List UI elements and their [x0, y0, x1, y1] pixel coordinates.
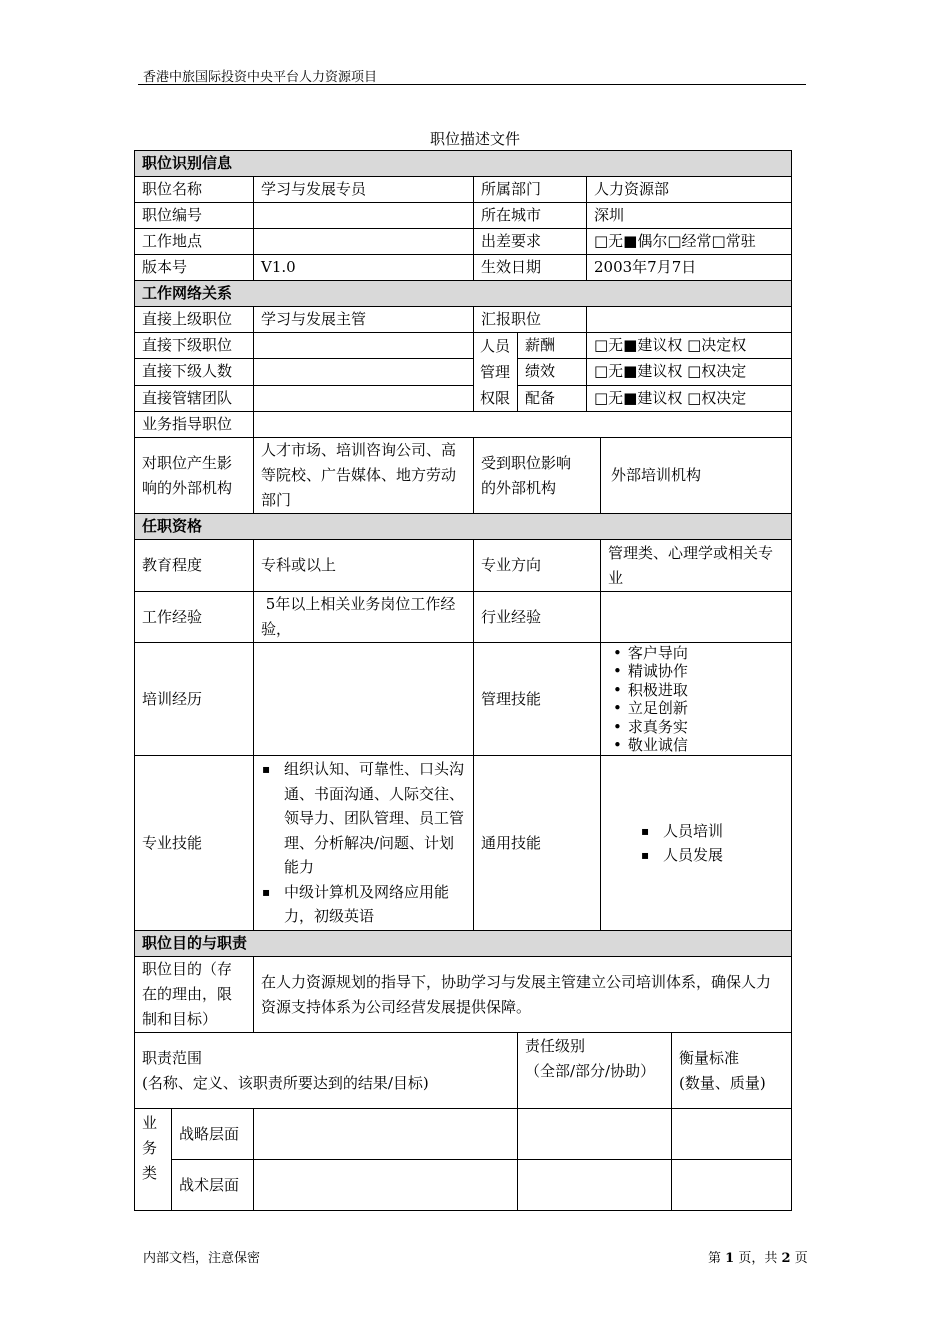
list-item: • 敬业诚信 [627, 736, 791, 755]
subordinate-count-label: 直接下级人数 [135, 359, 254, 385]
department-value: 人力资源部 [587, 177, 792, 203]
footer-page-number [708, 1247, 808, 1266]
performance-label: 绩效 [518, 359, 587, 385]
department-label: 所属部门 [474, 177, 587, 203]
effective-date-value: 2003年7月7日 [587, 255, 792, 281]
level-header [518, 1033, 672, 1109]
tactical-level-value [518, 1160, 672, 1211]
document-title: 职位描述文件 [429, 130, 520, 148]
business-category-label [135, 1109, 172, 1211]
tactical-scope-value [254, 1160, 518, 1211]
industry-value [601, 592, 792, 643]
position-name-label: 职位名称 [135, 177, 254, 203]
section-network: 工作网络关系 [135, 281, 792, 307]
general-skills-list [601, 756, 792, 931]
authority-label [474, 333, 518, 412]
authority-label-line: 权限 [480, 389, 511, 407]
page-prefix: 第 [708, 1251, 722, 1266]
job-description-table [134, 150, 792, 1211]
effective-date-label: 生效日期 [474, 255, 587, 281]
purpose-value: 在人力资源规划的指导下，协助学习与发展主管建立公司培训体系，确保人力资源支持体系为公司经营发展提供保障。 [254, 957, 792, 1033]
external-affected-value: 外部培训机构 [601, 438, 792, 514]
travel-value: □无■偶尔□经常□常驻 [587, 229, 792, 255]
strategic-scope-value [254, 1109, 518, 1160]
guide-position-label: 业务指导职位 [135, 412, 254, 438]
authority-label-line: 人员 [480, 337, 511, 355]
report-label: 汇报职位 [474, 307, 587, 333]
professional-skills-label: 专业技能 [135, 756, 254, 931]
superior-label: 直接上级职位 [135, 307, 254, 333]
list-item: • 求真务实 [627, 718, 791, 737]
list-item: ▪ 人员发展 [663, 843, 784, 868]
education-label: 教育程度 [135, 540, 254, 592]
training-label: 培训经历 [135, 643, 254, 756]
superior-value: 学习与发展主管 [254, 307, 474, 333]
page-num: 1 [725, 1251, 735, 1266]
major-label: 专业方向 [474, 540, 601, 592]
footer-confidential: 内部文档，注意保密 [143, 1251, 261, 1266]
list-item: • 客户导向 [627, 644, 791, 663]
travel-label: 出差要求 [474, 229, 587, 255]
external-affect-value: 人才市场、培训咨询公司、高等院校、广告媒体、地方劳动部门 [254, 438, 474, 514]
performance-value: □无■建议权 □权决定 [587, 359, 792, 385]
position-code-label: 职位编号 [135, 203, 254, 229]
page-mid: 页，共 [738, 1251, 778, 1266]
strategic-level-value [518, 1109, 672, 1160]
page-header: 香港中旅国际投资中央平台人力资源项目 [143, 70, 378, 85]
tactical-level-label: 战术层面 [172, 1160, 254, 1211]
experience-label: 工作经验 [135, 592, 254, 643]
page-total: 2 [781, 1251, 791, 1266]
professional-skills-list [254, 756, 474, 931]
management-skills-list [601, 643, 792, 756]
section-identity: 职位识别信息 [135, 151, 792, 177]
list-item: ▪ 组织认知、可靠性、口头沟通、书面沟通、人际交往、领导力、团队管理、员工管理、分析解决/问题、计划能力 [284, 757, 467, 880]
training-value [254, 643, 474, 756]
major-value: 管理类、心理学或相关专业 [601, 540, 792, 592]
strategic-measure-value [672, 1109, 792, 1160]
report-value [587, 307, 792, 333]
header-divider [138, 84, 806, 85]
subordinate-value [254, 333, 474, 359]
city-label: 所在城市 [474, 203, 587, 229]
city-value: 深圳 [587, 203, 792, 229]
pay-value: □无■建议权 □决定权 [587, 333, 792, 359]
experience-value: 5年以上相关业务岗位工作经验， [254, 592, 474, 643]
position-name-value: 学习与发展专员 [254, 177, 474, 203]
staffing-label: 配备 [518, 385, 587, 411]
external-affected-label: 受到职位影响的外部机构 [474, 438, 601, 514]
measure-label: 衡量标准 [679, 1048, 740, 1067]
purpose-label: 职位目的（存在的理由，限制和目标） [135, 957, 254, 1033]
tactical-measure-value [672, 1160, 792, 1211]
guide-position-value [254, 412, 792, 438]
measure-sub: (数量、质量) [679, 1073, 766, 1092]
page-suffix: 页 [794, 1251, 808, 1266]
external-affect-label: 对职位产生影响的外部机构 [135, 438, 254, 514]
education-value: 专科或以上 [254, 540, 474, 592]
business-label-char: 类 [142, 1164, 158, 1182]
level-label: 责任级别 [525, 1037, 586, 1055]
business-label-char: 务 [142, 1139, 158, 1157]
scope-header [135, 1033, 518, 1109]
list-item: • 积极进取 [627, 681, 791, 700]
list-item: • 精诚协作 [627, 662, 791, 681]
section-qualification: 任职资格 [135, 514, 792, 540]
measure-header [672, 1033, 792, 1109]
section-purpose: 职位目的与职责 [135, 931, 792, 957]
work-place-label: 工作地点 [135, 229, 254, 255]
pay-label: 薪酬 [518, 333, 587, 359]
business-label-char: 业 [142, 1114, 158, 1132]
work-place-value [254, 229, 474, 255]
list-item: • 立足创新 [627, 699, 791, 718]
list-item: ▪ 人员培训 [663, 819, 784, 844]
authority-label-line: 管理 [480, 363, 511, 381]
scope-label: 职责范围 [142, 1048, 203, 1067]
strategic-level-label: 战略层面 [172, 1109, 254, 1160]
position-code-value [254, 203, 474, 229]
subordinate-count-value [254, 359, 474, 385]
level-sub: （全部/部分/协助） [525, 1062, 656, 1080]
version-value: V1.0 [254, 255, 474, 281]
staffing-value: □无■建议权 □权决定 [587, 385, 792, 411]
list-item: ▪ 中级计算机及网络应用能力，初级英语 [284, 880, 467, 929]
team-label: 直接管辖团队 [135, 385, 254, 411]
management-skills-label: 管理技能 [474, 643, 601, 756]
scope-sub: (名称、定义、该职责所要达到的结果/目标) [142, 1073, 429, 1092]
subordinate-label: 直接下级职位 [135, 333, 254, 359]
general-skills-label: 通用技能 [474, 756, 601, 931]
industry-label: 行业经验 [474, 592, 601, 643]
version-label: 版本号 [135, 255, 254, 281]
team-value [254, 385, 474, 411]
